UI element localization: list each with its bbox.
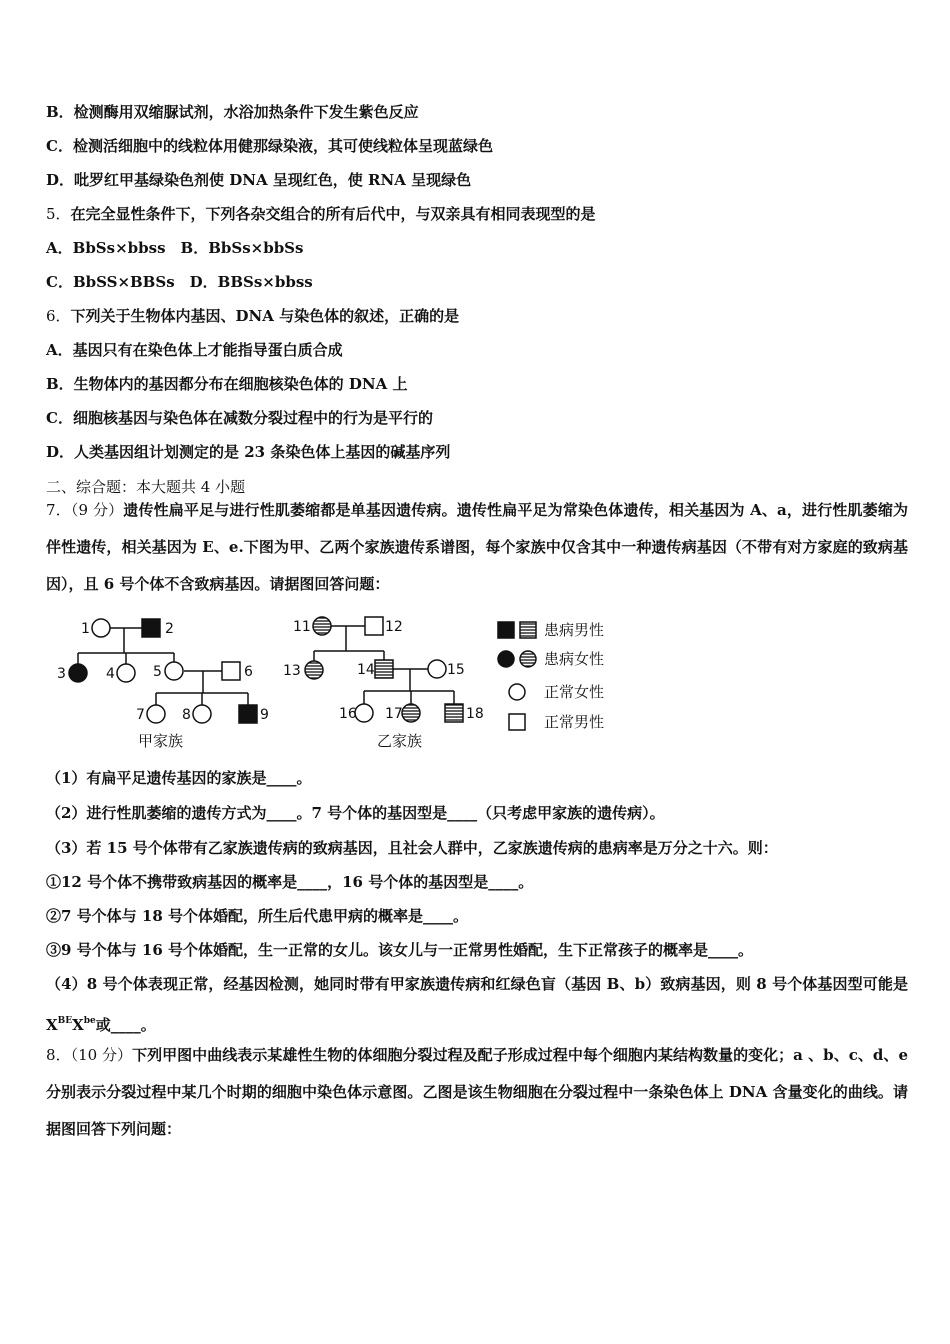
pedigree-label-11: 11	[293, 619, 311, 635]
q7-part3-a: ①12 号个体不携带致病基因的概率是____，16 号个体的基因型是____。	[46, 873, 534, 891]
pedigree-label-4: 4	[106, 666, 115, 682]
pedigree-individual-17	[402, 704, 420, 722]
q7-stem	[46, 492, 908, 603]
q7-part4-text: （4）8 号个体表现正常，经基因检测，她同时带有甲家族遗传病和红绿色盲（基因 B、b）致病基因，则 8 号个体基因型可能是 X	[46, 975, 908, 1034]
section-heading: 二、综合题：本大题共 4 小题	[46, 478, 246, 496]
q7-part3: （3）若 15 号个体带有乙家族遗传病的致病基因，且社会人群中，乙家族遗传病的患病率是万分之十六。则：	[46, 839, 778, 857]
q5-stem	[46, 204, 596, 224]
legend-normal-female: 正常女性	[544, 683, 605, 701]
pedigree-individual-5	[165, 662, 183, 680]
pedigree-individual-3	[69, 664, 87, 682]
q7-part2: （2）进行性肌萎缩的遗传方式为____。7 号个体的基因型是____（只考虑甲家族的遗传病）。	[46, 804, 665, 822]
q7-part4	[46, 966, 908, 1044]
q6-option-c: C．细胞核基因与染色体在减数分裂过程中的行为是平行的	[46, 409, 433, 427]
pedigree-individual-7	[147, 705, 165, 723]
pedigree-individual-6	[222, 662, 240, 680]
q6-stem-text: 下列关于生物体内基因、DNA 与染色体的叙述，正确的是	[70, 307, 460, 325]
pedigree-individual-16	[355, 704, 373, 722]
q7-stem-text: 遗传性扁平足与进行性肌萎缩都是单基因遗传病。遗传性扁平足为常染色体遗传，相关基因为 A、a，进行性肌萎缩为伴性遗传，相关基因为 E、e.下图为甲、乙两个家族遗传系谱图，每个家族中仅含其中一种遗传病基因（不带有对方家庭的致病基因），且 6 号个体不含致病基因。请据图回答问题：	[46, 501, 908, 593]
pedigree-label-13: 13	[283, 663, 301, 679]
q4-option-d: D．吡罗红甲基绿染色剂使 DNA 呈现红色，使 RNA 呈现绿色	[46, 171, 472, 189]
pedigree-individual-9	[239, 705, 257, 723]
q7-part4-x: X	[72, 1016, 84, 1034]
pedigree-individual-18	[445, 704, 463, 722]
legend-normal-male: 正常男性	[544, 713, 605, 731]
q7-part1: （1）有扁平足遗传基因的家族是____。	[46, 769, 312, 787]
q7-part4-sup1: BE	[57, 1016, 73, 1026]
pedigree-label-2: 2	[165, 621, 174, 637]
pedigree-legend	[498, 622, 536, 730]
pedigree-label-14: 14	[357, 662, 375, 678]
pedigree-individual-2	[142, 619, 160, 637]
q5-options-row1: A．BbSs×bbss B．BbSs×bbSs	[46, 239, 304, 257]
pedigree-label-8: 8	[182, 707, 191, 723]
pedigree-label-3: 3	[57, 666, 66, 682]
pedigree-label-15: 15	[447, 662, 465, 678]
pedigree-individual-8	[193, 705, 211, 723]
pedigree-individual-13	[305, 661, 323, 679]
q6-option-d: D．人类基因组计划测定的是 23 条染色体上基因的碱基序列	[46, 443, 451, 461]
q4-option-b: B．检测酶用双缩脲试剂，水浴加热条件下发生紫色反应	[46, 103, 419, 121]
legend-affected-female: 患病女性	[544, 650, 605, 668]
q7-part4-sup2: be	[83, 1016, 96, 1026]
q7-part3-c: ③9 号个体与 16 号个体婚配，生一正常的女儿。该女儿与一正常男性婚配，生下正常孩子的概率是____。	[46, 941, 753, 959]
pedigree-individual-15	[428, 660, 446, 678]
pedigree-individual-4	[117, 664, 135, 682]
q6-option-a: A．基因只有在染色体上才能指导蛋白质合成	[46, 341, 343, 359]
q5-options-row2: C．BbSS×BBSs D．BBSs×bbss	[46, 273, 313, 291]
pedigree-label-5: 5	[153, 664, 162, 680]
pedigree-label-18: 18	[466, 706, 484, 722]
pedigree-label-17: 17	[385, 706, 403, 722]
pedigree-label-9: 9	[260, 707, 269, 723]
family-yi-label: 乙家族	[377, 732, 423, 750]
q5-number: 5．	[46, 205, 71, 223]
q8-stem	[46, 1037, 908, 1148]
pedigree-label-16: 16	[339, 706, 357, 722]
q5-stem-text: 在完全显性条件下，下列各杂交组合的所有后代中，与双亲具有相同表现型的是	[70, 205, 596, 223]
pedigree-label-12: 12	[385, 619, 403, 635]
pedigree-label-7: 7	[136, 707, 145, 723]
q8-number: 8．（10 分）	[46, 1046, 133, 1064]
family-jia-label: 甲家族	[138, 732, 184, 750]
q4-option-c: C．检测活细胞中的线粒体用健那绿染液，其可使线粒体呈现蓝绿色	[46, 137, 493, 155]
q6-stem	[46, 306, 459, 326]
pedigree-label-1: 1	[81, 621, 90, 637]
pedigree-individual-14	[375, 660, 393, 678]
q6-number: 6．	[46, 307, 71, 325]
pedigree-individual-12	[365, 617, 383, 635]
pedigree-individual-1	[92, 619, 110, 637]
pedigree-label-6: 6	[244, 664, 253, 680]
pedigree-individual-11	[313, 617, 331, 635]
pedigree-figure	[50, 608, 620, 758]
q7-part3-b: ②7 号个体与 18 号个体婚配，所生后代患甲病的概率是____。	[46, 907, 468, 925]
q8-stem-text: 下列甲图中曲线表示某雄性生物的体细胞分裂过程及配子形成过程中每个细胞内某结构数量的变化；a 、b、c、d、e 分别表示分裂过程中某几个时期的细胞中染色体示意图。乙图是该生物细胞在分裂过程中一条染色体上 DNA 含量变化的曲线。请据图回答下列问题：	[46, 1046, 908, 1138]
q7-number: 7．（9 分）	[46, 501, 124, 519]
q6-option-b: B．生物体内的基因都分布在细胞核染色体的 DNA 上	[46, 375, 408, 393]
legend-affected-male: 患病男性	[544, 621, 605, 639]
q7-part4-blank: 或____。	[95, 1016, 156, 1034]
